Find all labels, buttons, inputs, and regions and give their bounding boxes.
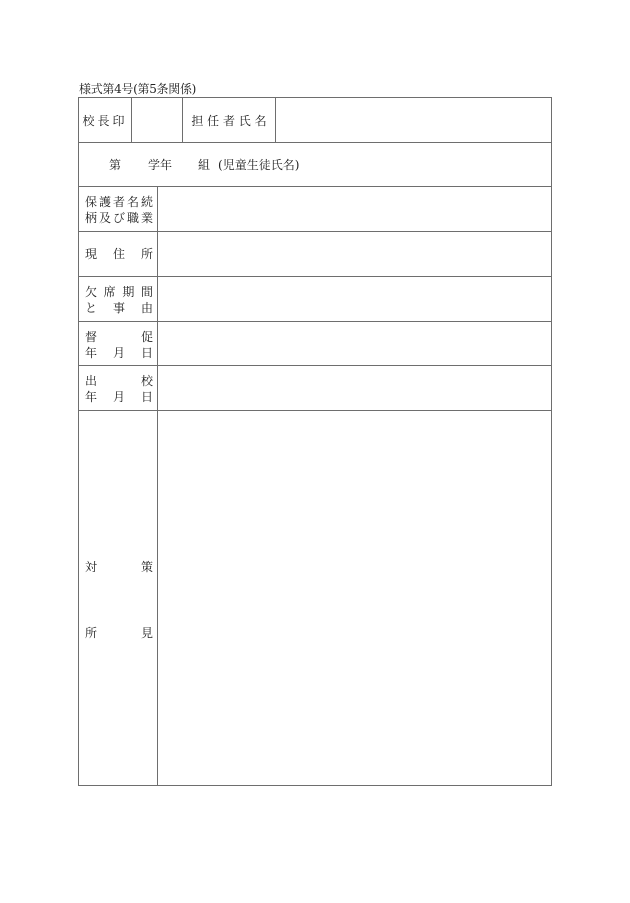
absence-field[interactable] xyxy=(158,277,551,321)
principal-seal-label: 校長印 xyxy=(82,113,128,128)
label-char: 名 xyxy=(126,195,139,209)
label-char: 年 xyxy=(85,346,98,360)
measures-findings-field[interactable] xyxy=(158,411,551,785)
measures-label xyxy=(85,559,153,575)
grade-prefix: 第 xyxy=(109,158,122,172)
guardian-label xyxy=(85,194,153,226)
form-table xyxy=(78,97,552,786)
label-char: 由 xyxy=(140,301,153,315)
label-char: 所 xyxy=(140,247,153,261)
label-char: 策 xyxy=(140,560,153,574)
form-number-caption: 様式第4号(第5条関係) xyxy=(79,82,197,96)
label-char: 出 xyxy=(85,374,98,388)
urging-date-field[interactable] xyxy=(158,322,551,365)
label-char: 督 xyxy=(85,330,98,344)
label-char: 月 xyxy=(112,346,125,360)
label-char: び xyxy=(112,211,125,225)
label-char: 日 xyxy=(140,346,153,360)
label-char: 促 xyxy=(140,330,153,344)
class-suffix: 組 xyxy=(198,158,211,172)
label-char: 対 xyxy=(85,560,98,574)
student-name-label: (児童生徒氏名) xyxy=(218,158,300,172)
label-char: 所 xyxy=(85,626,98,640)
attendance-date-field[interactable] xyxy=(158,366,551,410)
teacher-name-label: 担 任 者 氏 名 xyxy=(191,113,267,128)
label-char: 保 xyxy=(85,195,98,209)
teacher-name-field[interactable] xyxy=(276,98,551,142)
label-char: 間 xyxy=(140,285,153,299)
attendance-date-label xyxy=(85,373,153,405)
label-char: 続 xyxy=(140,195,153,209)
label-char: 席 xyxy=(103,285,116,299)
label-char: と xyxy=(85,301,98,315)
label-char: 者 xyxy=(112,195,125,209)
label-char: 事 xyxy=(112,301,125,315)
address-field[interactable] xyxy=(158,232,551,276)
address-label xyxy=(85,246,153,262)
label-char: 住 xyxy=(112,247,125,261)
label-char: 期 xyxy=(122,285,135,299)
label-char: 年 xyxy=(85,390,98,404)
label-char: 現 xyxy=(85,247,98,261)
label-char: 日 xyxy=(140,390,153,404)
label-char: 護 xyxy=(98,195,111,209)
label-char: 欠 xyxy=(85,285,98,299)
guardian-field[interactable] xyxy=(158,187,551,231)
label-char: 及 xyxy=(98,211,111,225)
label-char: 月 xyxy=(112,390,125,404)
student-row[interactable] xyxy=(79,143,551,186)
grade-suffix: 学年 xyxy=(148,158,173,172)
principal-seal-field[interactable] xyxy=(132,98,182,142)
label-char: 職 xyxy=(126,211,139,225)
label-char: 業 xyxy=(140,211,153,225)
absence-label xyxy=(85,284,153,316)
label-char: 見 xyxy=(140,626,153,640)
findings-label xyxy=(85,625,153,641)
label-char: 柄 xyxy=(85,211,98,225)
urging-date-label xyxy=(85,329,153,361)
label-char: 校 xyxy=(140,374,153,388)
